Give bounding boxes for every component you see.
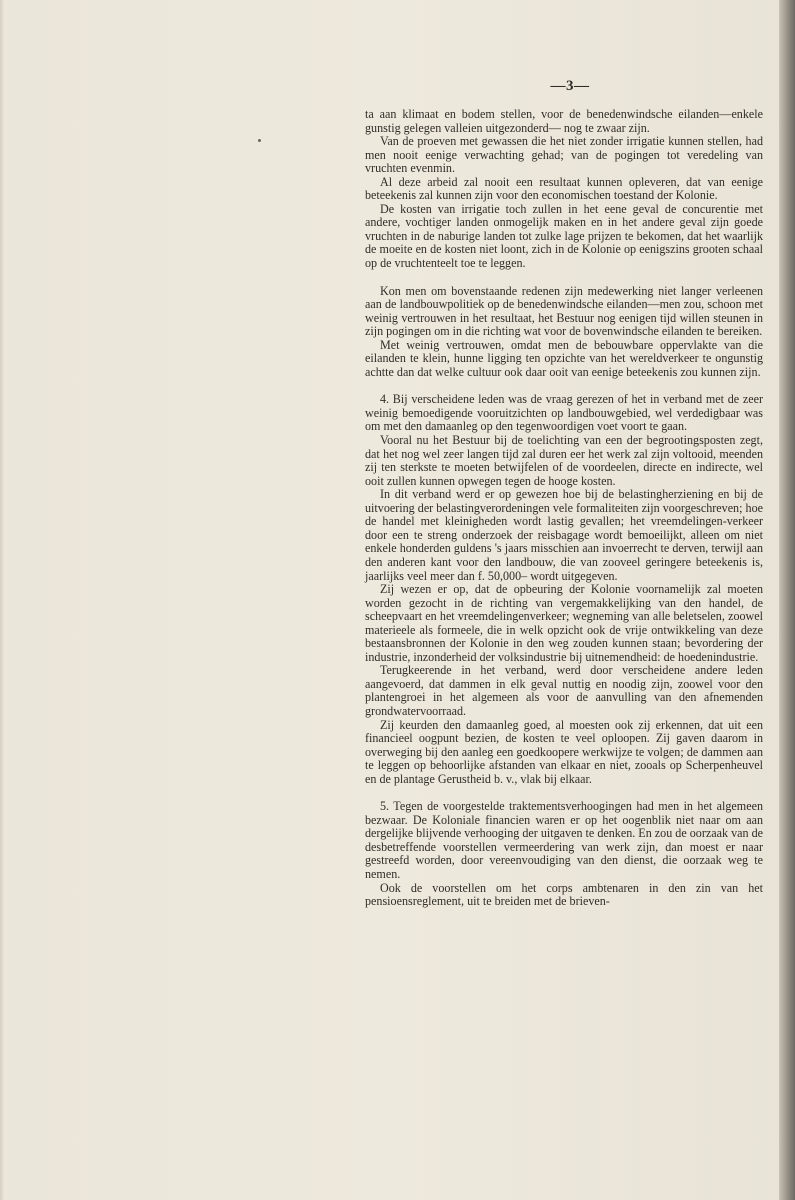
- paragraph: ta aan klimaat en bodem stellen, voor de benedenwindsche eilanden—enkele gunstig gelegen valleien uitgezonderd— nog te zwaar zijn.: [365, 107, 763, 135]
- body-text: [365, 108, 763, 909]
- page-number: —3—: [550, 78, 590, 94]
- paragraph: 4. Bij verscheidene leden was de vraag gerezen of het in verband met de zeer weinig bemoedigende vooruitzichten op landbouwgebied, wel verdedigbaar was om met den damaanleg op den tegenwoordigen voet voort te gaan.: [365, 392, 763, 434]
- paragraph: Zij wezen er op, dat de opbeuring der Kolonie voornamelijk zal moeten worden gezocht in de richting van vergemakkelijking van den handel, de scheepvaart en het vreemdelingenverkeer; wegneming van alle beletselen, zoowel materieele als formeele, die in welk opzicht ook de vrije ontwikkeling van deze bestaansbronnen der Kolonie in den weg zouden kunnen staan; bevordering der industrie, inzonderheid der volksindustrie bij uitnemendheid: de hoedenindustrie.: [365, 582, 763, 664]
- paragraph: Al deze arbeid zal nooit een resultaat kunnen opleveren, dat van eenige beteekenis zal kunnen zijn voor den economischen toestand der Kolonie.: [365, 174, 763, 203]
- scan-speck: [258, 139, 261, 142]
- paragraph: De kosten van irrigatie toch zullen in het eene geval de concurentie met andere, vochtiger landen onmogelijk maken en in het andere geval zijn goede vruchten in de naburige landen tot zulke lage prijzen te bekomen, dat het waarlijk de moeite en de kosten niet loont, zich in de Kolonie op eenigszins grooten schaal op de vruchtenteelt toe te leggen.: [365, 201, 763, 271]
- paragraph: Van de proeven met gewassen die het niet zonder irrigatie kunnen stellen, had men nooit eenige verwachting gehad; van de pogingen tot veredeling van vruchten evenmin.: [365, 134, 763, 176]
- paragraph: Ook de voorstellen om het corps ambtenaren in den zin van het pensioensreglement, uit te breiden met de brieven-: [365, 880, 763, 909]
- paragraph: Terugkeerende in het verband, werd door verscheidene andere leden aangevoerd, dat dammen in elk geval nuttig en noodig zijn, zoowel voor den plantengroei in het algemeen als voor de aanvulling van den afnemenden grondwatervoorraad.: [365, 663, 763, 718]
- page-left-edge: [0, 0, 4, 1200]
- paragraph: Zij keurden den damaanleg goed, al moesten ook zij erkennen, dat uit een financieel oogpunt bezien, de kosten te veel oploopen. Zij gaven daarom in overweging bij den aanleg een goedkoopere werkwijze te volgen; de dammen aan te leggen op behoorlijke afstanden van elkaar en niet, zooals op Scherpenheuvel en de plantage Gerustheid b. v., vlak bij elkaar.: [365, 717, 763, 786]
- paragraph: 5. Tegen de voorgestelde traktementsverhoogingen had men in het algemeen bezwaar. De Koloniale financien waren er op het oogenblik niet naar om aan dergelijke blijvende verhooging der uitgaven te denken. En zou de oorzaak van de desbetreffende voorstellen vermeerdering van werk zijn, dan moest er naar gestreefd worden, door vereenvoudiging van den dienst, die oorzaak weg te nemen.: [365, 799, 763, 881]
- page-binding-edge: [779, 0, 795, 1200]
- paragraph: Met weinig vertrouwen, omdat men de bebouwbare oppervlakte van die eilanden te klein, hunne ligging ten opzichte van het wereldverkeer te ongunstig achtte dan dat welke cultuur ook daar ooit van eenige beteekenis zou kunnen zijn.: [365, 337, 763, 379]
- paragraph: In dit verband werd er op gewezen hoe bij de belastingherziening en bij de uitvoering der belastingverordeningen vele formaliteiten zijn voorgeschreven; hoe de handel met kleinigheden wordt lastig gevallen; het vreemdelingen-verkeer door een te streng onderzoek der reisbagage wordt bemoeilijkt, alleen om niet enkele honderden guldens 's jaars misschien aan invoerrecht te derven, terwijl aan den anderen kant voor den landbouw, die van zooveel geringere beteekenis is, jaarlijks veel meer dan f. 50,000– wordt uitgegeven.: [365, 487, 763, 583]
- paragraph: Vooral nu het Bestuur bij de toelichting van een der begrootingsposten zegt, dat het nog wel zeer langen tijd zal duren eer het werk zal zijn voltooid, meenden zij ten sterkste te moeten betwijfelen of de voordeelen, directe en indirecte, wel ooit zullen kunnen opwegen tegen de hooge kosten.: [365, 433, 763, 488]
- paragraph: Kon men om bovenstaande redenen zijn medewerking niet langer verleenen aan de landbouwpolitiek op de benedenwindsche eilanden—men zou, schoon met weinig vertrouwen in het resultaat, het Bestuur nog eenigen tijd willen steunen in zijn pogingen om in die richting wat voor de bovenwindsche eilanden te bereiken.: [365, 283, 763, 339]
